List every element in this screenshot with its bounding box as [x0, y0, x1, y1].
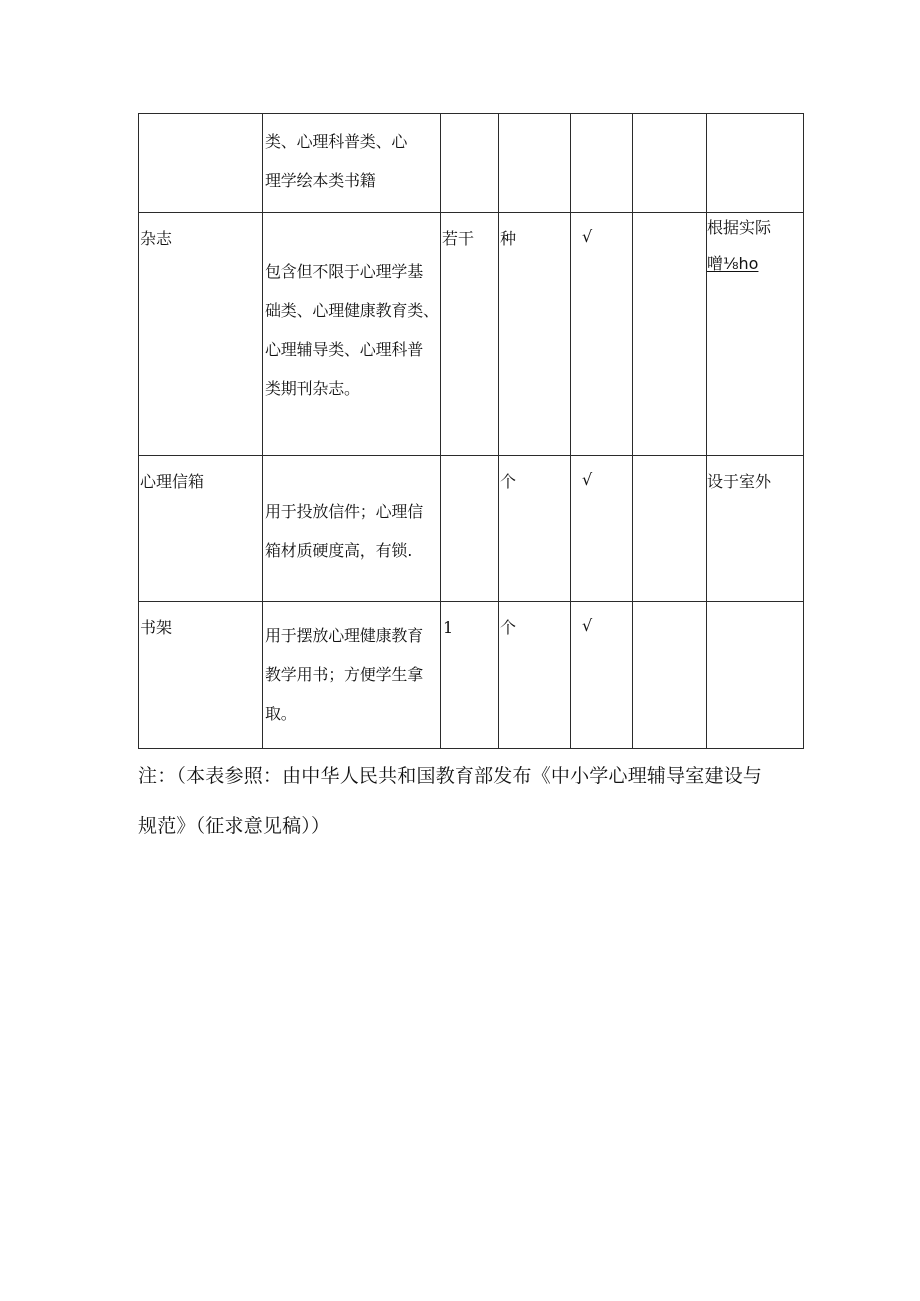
description-text [263, 262, 440, 418]
quantity-cell [441, 114, 499, 213]
item-cell [139, 602, 263, 749]
remark-cell [707, 456, 804, 602]
unit: 个 [500, 472, 517, 491]
item-name: 杂志 [140, 229, 173, 248]
description-text [263, 502, 440, 580]
required-cell [571, 456, 633, 602]
item-cell [139, 456, 263, 602]
remark-extra: 噌⅛ho [707, 254, 759, 273]
description-line: 用于投放信件；心理信 [265, 502, 424, 521]
description-line: 用于摆放心理健康教育 [265, 626, 424, 645]
description-line: 教学用书；方便学生拿 [265, 665, 424, 684]
optional-cell [633, 456, 707, 602]
required-mark: √ [582, 616, 593, 635]
item-name: 书架 [140, 618, 173, 637]
equipment-table [138, 113, 804, 749]
table-row [139, 213, 804, 456]
footnote-line: 注：（本表参照：由中华人民共和国教育部发布《中小学心理辅导室建设与 [138, 765, 763, 787]
remark-cell [707, 602, 804, 749]
description-line: 箱材质硬度高，有锁. [265, 541, 413, 560]
unit: 种 [500, 229, 517, 248]
optional-cell [633, 602, 707, 749]
description-text [263, 132, 440, 210]
description-line: 类期刊杂志。 [265, 379, 360, 398]
unit: 个 [500, 618, 517, 637]
quantity: 若干 [442, 229, 475, 248]
required-mark: √ [582, 470, 593, 489]
description-cell [263, 213, 441, 456]
item-name: 心理信箱 [140, 472, 205, 491]
quantity-cell [441, 213, 499, 456]
optional-cell [633, 114, 707, 213]
description-line: 取。 [265, 704, 297, 723]
unit-cell [499, 114, 571, 213]
remark-cell [707, 114, 804, 213]
required-cell [571, 114, 633, 213]
description-line: 包含但不限于心理学基 [265, 262, 424, 281]
description-text [263, 626, 440, 743]
table-row [139, 602, 804, 749]
unit-cell [499, 456, 571, 602]
description-cell [263, 114, 441, 213]
description-line: 心理辅导类、心理科普 [265, 340, 424, 359]
description-line: 理学绘本类书籍 [265, 171, 376, 190]
optional-cell [633, 213, 707, 456]
item-cell [139, 213, 263, 456]
required-cell [571, 213, 633, 456]
quantity: 1 [443, 618, 454, 637]
remark: 设于室外 [707, 472, 772, 491]
required-mark: √ [582, 227, 593, 246]
quantity-cell [441, 456, 499, 602]
description-cell [263, 602, 441, 749]
required-cell [571, 602, 633, 749]
unit-cell [499, 213, 571, 456]
description-line: 础类、心理健康教育类、 [265, 301, 439, 320]
unit-cell [499, 602, 571, 749]
table-row [139, 456, 804, 602]
description-cell [263, 456, 441, 602]
table-row [139, 114, 804, 213]
item-cell [139, 114, 263, 213]
description-line: 类、心理科普类、心 [265, 132, 408, 151]
remark-cell [707, 213, 804, 456]
footnote-line: 规范》（征求意见稿）） [138, 815, 331, 837]
remark: 根据实际 [707, 218, 772, 237]
quantity-cell [441, 602, 499, 749]
